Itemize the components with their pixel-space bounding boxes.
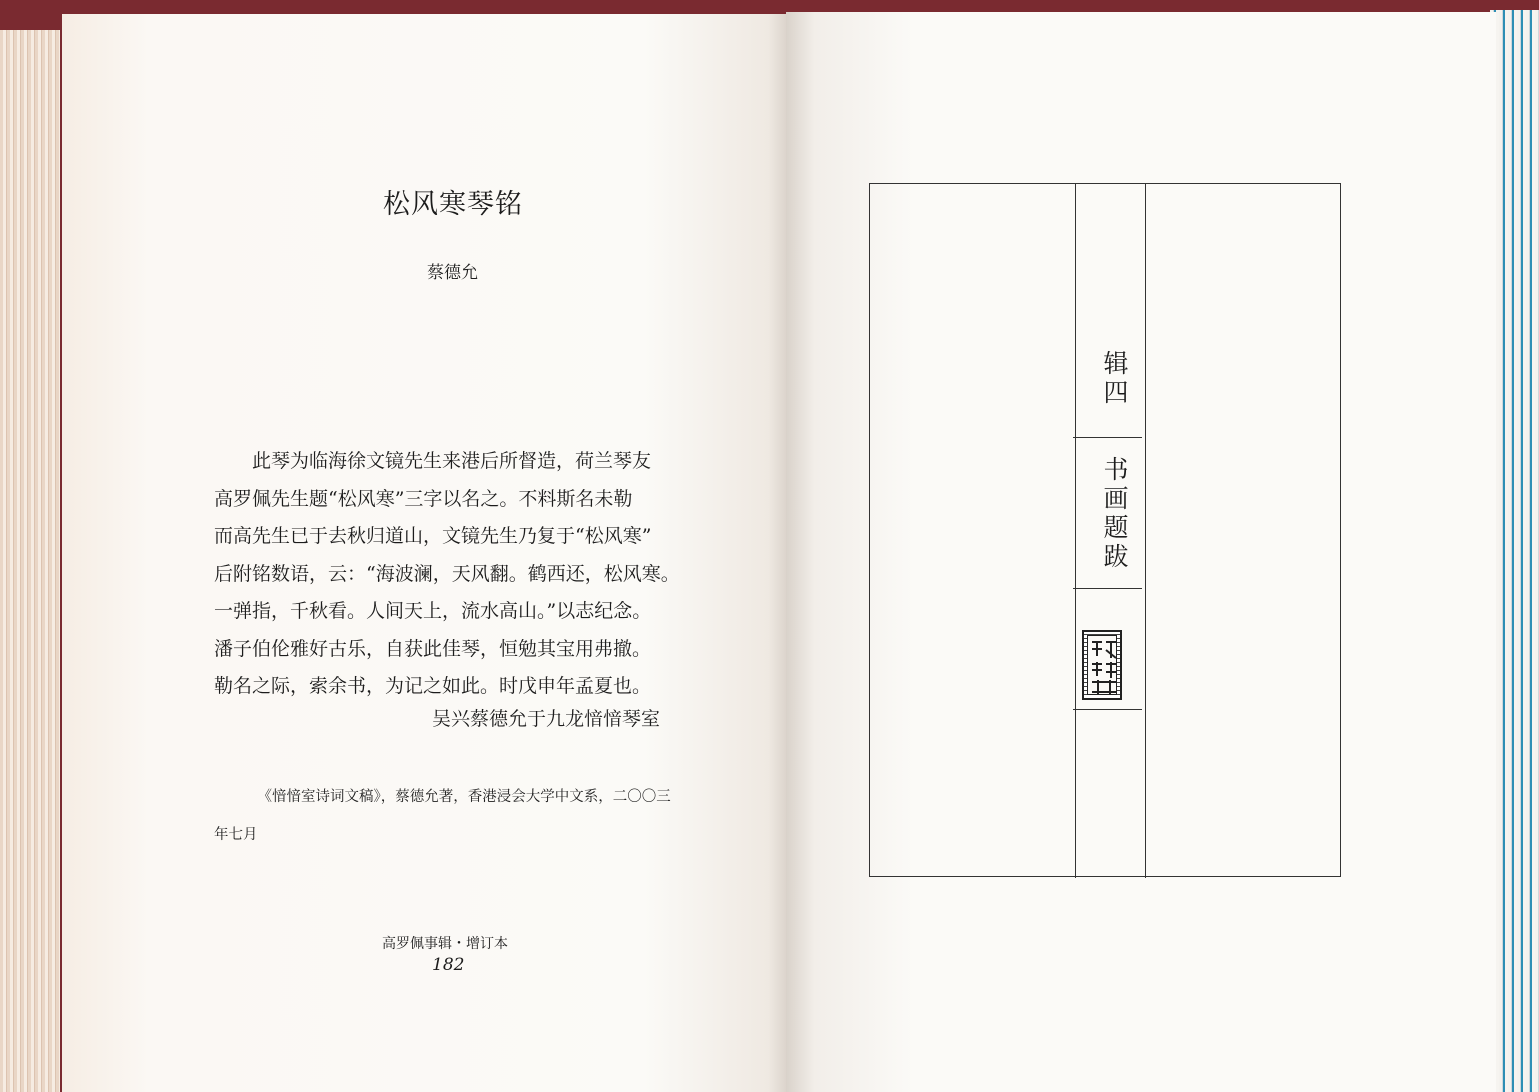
seal-stamp-icon (1082, 630, 1122, 700)
page-number: 182 (432, 955, 465, 975)
frame-divider-left (1075, 184, 1076, 878)
seal-glyph-icon (1088, 636, 1120, 698)
article-author: 蔡德允 (427, 263, 478, 283)
page-edges-right (1490, 10, 1539, 1092)
section-title: 书画题跋 (1100, 456, 1129, 572)
body-line: 勒名之际，索余书，为记之如此。时戊申年孟夏也。 (214, 675, 652, 697)
source-line-1: 《愔愔室诗词文稿》，蔡德允著，香港浸会大学中文系，二〇〇三 (257, 789, 671, 805)
seal-inner-border (1087, 635, 1117, 695)
running-footer: 高罗佩事辑・增订本 (382, 936, 508, 952)
body-line: 一弹指，千秋看。人间天上，流水高山。”以志纪念。 (214, 600, 652, 622)
source-citation (214, 778, 694, 854)
frame-rule-2 (1073, 588, 1142, 589)
frame-divider-right (1145, 184, 1146, 878)
signature-line: 吴兴蔡德允于九龙愔愔琴室 (432, 708, 661, 730)
article-body (214, 443, 694, 706)
body-line: 后附铭数语，云：“海波澜，天风翻。鹤西还，松风寒。 (214, 562, 680, 585)
article-title: 松风寒琴铭 (383, 189, 523, 220)
body-line: 高罗佩先生题“松风寒”三字以名之。不料斯名未勒 (214, 487, 633, 510)
page-edges-left (0, 30, 60, 1092)
section-label: 辑四 (1100, 350, 1129, 408)
body-line: 此琴为临海徐文镜先生来港后所督造，荷兰琴友 (252, 450, 652, 472)
source-line-2: 年七月 (214, 827, 258, 843)
body-line: 潘子伯伦雅好古乐，自获此佳琴，恒勉其宝用弗撤。 (214, 637, 652, 660)
frame-rule-3 (1073, 709, 1142, 710)
frame-rule-1 (1073, 437, 1142, 438)
body-line: 而高先生已于去秋归道山，文镜先生乃复于“松风寒” (214, 525, 652, 547)
